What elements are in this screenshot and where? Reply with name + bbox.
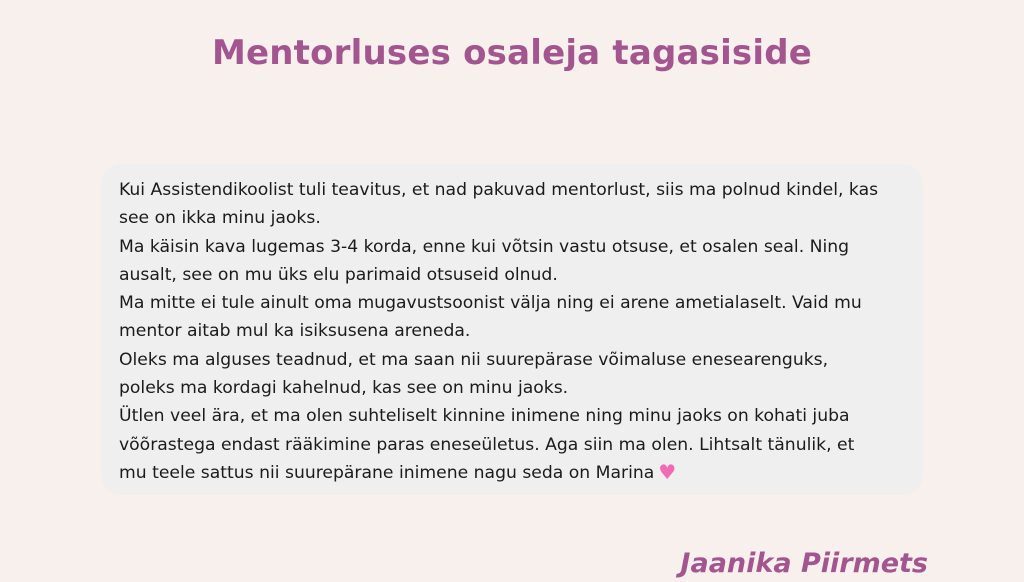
feedback-line: Kui Assistendikoolist tuli teavitus, et nad pakuvad mentorlust, siis ma polnud kindel, kas — [119, 180, 879, 200]
feedback-line: ausalt, see on mu üks elu parimaid otsuseid olnud. — [119, 264, 558, 285]
feedback-line: mu teele sattus nii suurepärane inimene nagu seda on Marina — [119, 462, 655, 483]
feedback-message-bubble — [101, 164, 923, 495]
author-name: Jaanika Piirmets — [680, 548, 928, 579]
feedback-line: võõrastega endast rääkimine paras eneseületus. Aga siin ma olen. Lihtsalt tänulik, et — [119, 434, 855, 455]
feedback-line: Ma mitte ei tule ainult oma mugavustsoonist välja ning ei arene ametialaselt. Vaid mu — [119, 293, 862, 314]
feedback-line: mentor aitab mul ka isiksusena areneda. — [119, 321, 471, 342]
feedback-line: see on ikka minu jaoks. — [119, 208, 321, 229]
page-title: Mentorluses osaleja tagasiside — [211, 32, 813, 73]
feedback-last-line — [119, 459, 907, 487]
feedback-line: poleks ma kordagi kahelnud, kas see on minu jaoks. — [119, 378, 569, 399]
heart-icon: ♥ — [658, 459, 677, 484]
feedback-line: Ma käisin kava lugemas 3-4 korda, enne kui võtsin vastu otsuse, et osalen seal. Ning — [119, 236, 850, 257]
feedback-line: Oleks ma alguses teadnud, et ma saan nii suurepärase võimaluse enesearenguks, — [119, 349, 829, 370]
feedback-line: Ütlen veel ära, et ma olen suhteliselt kinnine inimene ning minu jaoks on kohati juba — [119, 406, 850, 427]
